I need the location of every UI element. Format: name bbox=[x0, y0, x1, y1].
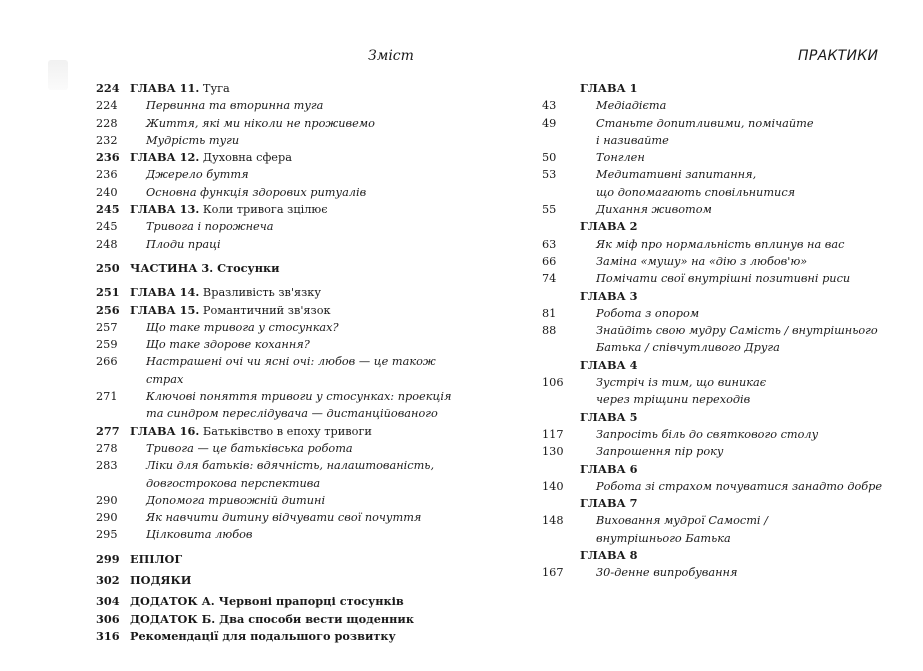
subsection-title: Як навчити дитину відчувати свої почуття bbox=[146, 511, 422, 525]
subsection-title: Заміна «мушу» на «дію з любов'ю» bbox=[596, 254, 808, 268]
page-number: 248 bbox=[96, 237, 118, 251]
chapter-label: ГЛАВА 12. bbox=[130, 150, 200, 165]
toc-entry bbox=[542, 97, 912, 114]
toc-entry bbox=[96, 149, 456, 166]
toc-entry bbox=[96, 611, 456, 628]
subsection-title: Знайдіть свою мудру Самість / внутрішнього bbox=[596, 324, 878, 338]
chapter-heading bbox=[130, 80, 456, 97]
chapter-title: Романтичний зв'язок bbox=[199, 303, 331, 317]
toc-entry bbox=[542, 115, 912, 132]
page-number: 290 bbox=[96, 511, 118, 525]
toc-entry bbox=[96, 423, 456, 440]
subsection-title: Дихання животом bbox=[596, 203, 712, 217]
section-heading: ДОДАТОК А. Червоні прапорці стосунків bbox=[130, 594, 404, 609]
toc-entry bbox=[96, 184, 456, 201]
section-heading: Рекомендації для подальшого розвитку bbox=[130, 628, 396, 643]
subsection-title: Ліки для батьків: вдячність, налаштованість, bbox=[146, 459, 435, 473]
subsection-title: через тріщини переходів bbox=[596, 393, 751, 407]
section-heading: ЕПІЛОГ bbox=[130, 551, 183, 566]
page-number: 236 bbox=[96, 168, 118, 182]
page-number: 106 bbox=[542, 376, 564, 390]
page-number: 167 bbox=[542, 566, 564, 580]
toc-entry bbox=[542, 391, 912, 408]
toc-entry bbox=[96, 405, 456, 422]
page-number: 266 bbox=[96, 355, 118, 369]
page-number: 43 bbox=[542, 99, 557, 113]
chapter-heading bbox=[580, 218, 912, 235]
subsection-title: Станьте допитливими, помічайте bbox=[596, 116, 814, 130]
page-number: 74 bbox=[542, 272, 557, 286]
subsection-title: Цілковита любов bbox=[146, 528, 253, 542]
toc-entry bbox=[96, 260, 456, 277]
page-number: 245 bbox=[96, 220, 118, 234]
toc-entry bbox=[542, 374, 912, 391]
page-number: 283 bbox=[96, 459, 118, 473]
page-number: 232 bbox=[96, 133, 118, 147]
toc-list-contents bbox=[96, 80, 456, 645]
page-number: 302 bbox=[96, 573, 120, 588]
chapter-label: ГЛАВА 14. bbox=[130, 285, 200, 300]
subsection-title: Виховання мудрої Самості / bbox=[596, 514, 768, 528]
chapter-heading bbox=[580, 495, 912, 512]
subsection-title: Як міф про нормальність вплинув на вас bbox=[596, 237, 845, 251]
chapter-label: ГЛАВА 16. bbox=[130, 423, 200, 438]
chapter-label: ГЛАВА 3 bbox=[580, 288, 638, 303]
page-number: 299 bbox=[96, 551, 120, 566]
subsection-title: Батька / співчутливого Друга bbox=[596, 341, 780, 355]
toc-entry bbox=[542, 305, 912, 322]
chapter-heading bbox=[130, 284, 456, 301]
subsection-title: Ключові поняття тривоги у стосунках: проекція bbox=[146, 390, 452, 404]
chapter-heading bbox=[580, 409, 912, 426]
page-number: 66 bbox=[542, 254, 557, 268]
subsection-title: Помічати свої внутрішні позитивні риси bbox=[596, 272, 851, 286]
toc-entry bbox=[96, 509, 456, 526]
page-smudge bbox=[48, 60, 68, 90]
toc-entry bbox=[542, 478, 912, 495]
toc-entry bbox=[542, 236, 912, 253]
chapter-heading bbox=[580, 80, 912, 97]
chapter-label: ГЛАВА 11. bbox=[130, 81, 200, 95]
running-head-practices: ПРАКТИКИ bbox=[798, 48, 879, 64]
toc-entry bbox=[542, 461, 912, 478]
toc-entry bbox=[542, 184, 912, 201]
toc-entry bbox=[96, 336, 456, 353]
toc-entry bbox=[96, 115, 456, 132]
toc-entry bbox=[542, 270, 912, 287]
page-number: 257 bbox=[96, 320, 118, 334]
page-number: 130 bbox=[542, 445, 564, 459]
toc-entry bbox=[96, 526, 456, 543]
subsection-title: Медитативні запитання, bbox=[596, 168, 757, 182]
subsection-title: Що таке здорове кохання? bbox=[146, 338, 310, 352]
toc-entry bbox=[96, 440, 456, 457]
subsection-title: Зустріч із тим, що виникає bbox=[596, 376, 767, 390]
page-number: 50 bbox=[542, 151, 557, 165]
page-number: 53 bbox=[542, 168, 557, 182]
page-number: 81 bbox=[542, 306, 557, 320]
chapter-label: ГЛАВА 15. bbox=[130, 302, 200, 317]
subsection-title: Первинна та вторинна туга bbox=[146, 99, 324, 113]
chapter-title: Коли тривога зцілює bbox=[199, 203, 328, 217]
section-heading: ДОДАТОК Б. Два способи вести щоденник bbox=[130, 611, 414, 626]
toc-entry bbox=[542, 288, 912, 305]
page-number: 278 bbox=[96, 441, 118, 455]
page-number: 49 bbox=[542, 116, 557, 130]
toc-entry bbox=[96, 388, 456, 405]
subsection-title: Джерело буття bbox=[146, 168, 249, 182]
chapter-title: Туга bbox=[199, 82, 230, 95]
page-number: 295 bbox=[96, 528, 118, 542]
page-number: 236 bbox=[96, 150, 120, 165]
toc-entry bbox=[96, 201, 456, 218]
page-number: 271 bbox=[96, 390, 118, 404]
chapter-heading bbox=[580, 288, 912, 305]
chapter-title: Батьківство в епоху тривоги bbox=[199, 424, 372, 438]
subsection-title: Робота з опором bbox=[596, 306, 700, 320]
toc-entry bbox=[96, 551, 456, 568]
toc-entry bbox=[542, 253, 912, 270]
toc-entry bbox=[96, 319, 456, 336]
toc-entry bbox=[96, 80, 456, 97]
toc-entry bbox=[542, 132, 912, 149]
page-number: 250 bbox=[96, 260, 120, 275]
chapter-heading bbox=[130, 201, 456, 218]
subsection-title: довгострокова перспектива bbox=[146, 476, 321, 490]
page-number: 88 bbox=[542, 324, 557, 338]
toc-entry bbox=[542, 357, 912, 374]
section-heading: ЧАСТИНА 3. Стосунки bbox=[130, 260, 280, 275]
page-number: 306 bbox=[96, 611, 120, 626]
chapter-title: Вразливість зв'язку bbox=[199, 286, 321, 300]
page-number: 251 bbox=[96, 285, 120, 300]
page-number: 55 bbox=[542, 203, 557, 217]
subsection-title: Тонглен bbox=[596, 151, 645, 165]
page-number: 63 bbox=[542, 237, 557, 251]
toc-list-practices bbox=[542, 80, 912, 582]
chapter-label: ГЛАВА 6 bbox=[580, 461, 638, 476]
subsection-title: Основна функція здорових ритуалів bbox=[146, 185, 367, 199]
toc-entry bbox=[542, 409, 912, 426]
page-number: 256 bbox=[96, 302, 120, 317]
page-number: 316 bbox=[96, 628, 120, 643]
subsection-title: і називайте bbox=[596, 133, 669, 147]
subsection-title: внутрішнього Батька bbox=[596, 531, 731, 545]
page-number: 304 bbox=[96, 594, 120, 609]
toc-entry bbox=[542, 564, 912, 581]
toc-entry bbox=[96, 236, 456, 253]
page-number: 148 bbox=[542, 514, 564, 528]
subsection-title: Запрошення пір року bbox=[596, 445, 724, 459]
toc-entry bbox=[96, 457, 456, 474]
chapter-heading bbox=[130, 423, 456, 440]
toc-entry bbox=[96, 97, 456, 114]
subsection-title: Настрашені очі чи ясні очі: любов — це також страх bbox=[146, 355, 436, 386]
chapter-label: ГЛАВА 5 bbox=[580, 409, 638, 424]
toc-entry bbox=[542, 530, 912, 547]
chapter-label: ГЛАВА 8 bbox=[580, 548, 638, 563]
toc-entry bbox=[542, 547, 912, 564]
toc-entry bbox=[96, 284, 456, 301]
toc-entry bbox=[542, 426, 912, 443]
subsection-title: Тривога — це батьківська робота bbox=[146, 441, 353, 455]
chapter-heading bbox=[580, 357, 912, 374]
toc-entry bbox=[542, 166, 912, 183]
subsection-title: та синдром переслідувача — дистанційованого bbox=[146, 407, 438, 421]
chapter-label: ГЛАВА 2 bbox=[580, 219, 638, 234]
subsection-title: Запросіть біль до святкового столу bbox=[596, 427, 819, 441]
toc-entry bbox=[96, 218, 456, 235]
page-number: 259 bbox=[96, 338, 118, 352]
toc-entry bbox=[542, 80, 912, 97]
toc-entry bbox=[96, 593, 456, 610]
chapter-label: ГЛАВА 13. bbox=[130, 202, 200, 217]
toc-entry bbox=[542, 201, 912, 218]
toc-entry bbox=[96, 132, 456, 149]
subsection-title: Тривога і порожнеча bbox=[146, 220, 274, 234]
chapter-heading bbox=[580, 547, 912, 564]
chapter-label: ГЛАВА 1 bbox=[580, 81, 638, 95]
toc-entry bbox=[96, 166, 456, 183]
toc-entry bbox=[96, 492, 456, 509]
subsection-title: Мудрість туги bbox=[146, 133, 240, 147]
page-number: 245 bbox=[96, 202, 120, 217]
chapter-heading bbox=[130, 149, 456, 166]
toc-entry bbox=[542, 218, 912, 235]
page-number: 224 bbox=[96, 99, 118, 113]
toc-entry bbox=[542, 443, 912, 460]
chapter-label: ГЛАВА 7 bbox=[580, 496, 638, 511]
toc-entry bbox=[542, 339, 912, 356]
toc-entry bbox=[96, 353, 456, 388]
toc-entry bbox=[542, 149, 912, 166]
page-number: 277 bbox=[96, 423, 120, 438]
toc-entry bbox=[96, 628, 456, 645]
toc-entry bbox=[96, 572, 456, 589]
toc-entry bbox=[96, 475, 456, 492]
chapter-label: ГЛАВА 4 bbox=[580, 357, 638, 372]
page-number: 140 bbox=[542, 479, 564, 493]
subsection-title: Робота зі страхом почуватися занадто добре bbox=[596, 479, 883, 493]
section-heading: ПОДЯКИ bbox=[130, 573, 192, 588]
chapter-heading bbox=[580, 461, 912, 478]
subsection-title: 30-денне випробування bbox=[596, 566, 738, 580]
toc-entry bbox=[542, 322, 912, 339]
subsection-title: Що таке тривога у стосунках? bbox=[146, 320, 339, 334]
toc-entry bbox=[542, 512, 912, 529]
toc-entry bbox=[542, 495, 912, 512]
page-number: 290 bbox=[96, 493, 118, 507]
page-number: 228 bbox=[96, 116, 118, 130]
subsection-title: Життя, які ми ніколи не проживемо bbox=[146, 116, 375, 130]
running-head-contents: Зміст bbox=[368, 48, 414, 64]
subsection-title: що допомагають сповільнитися bbox=[596, 185, 796, 199]
page-number: 240 bbox=[96, 185, 118, 199]
page-number: 117 bbox=[542, 427, 564, 441]
subsection-title: Плоди праці bbox=[146, 237, 221, 251]
chapter-title: Духовна сфера bbox=[199, 151, 292, 165]
page-number: 224 bbox=[96, 81, 120, 95]
toc-entry bbox=[96, 302, 456, 319]
chapter-heading bbox=[130, 302, 456, 319]
subsection-title: Медіадієта bbox=[596, 99, 667, 113]
subsection-title: Допомога тривожній дитині bbox=[146, 493, 326, 507]
